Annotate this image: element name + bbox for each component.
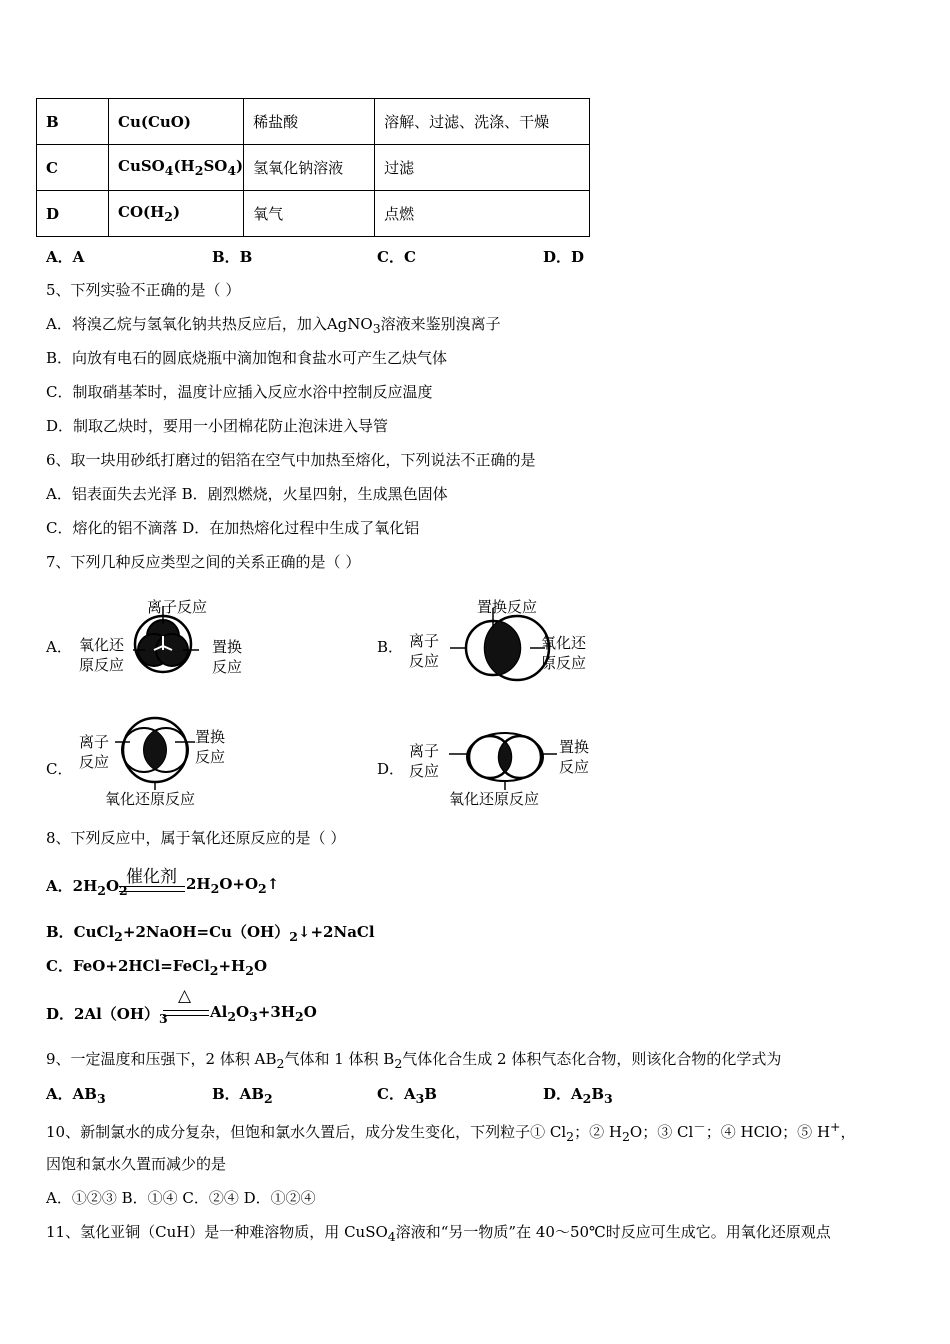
- reagent-table: [36, 98, 590, 237]
- q11-stem: 11、氢化亚铜（CuH）是一种难溶物质，用 CuSO$_4$溶液和“另一物质”在 40～50℃时反应可生成它。用氧化还原观点: [46, 1223, 831, 1244]
- q4-option-b: B．B: [212, 248, 253, 266]
- table-row: [37, 145, 590, 191]
- q4-option-a: A．A: [46, 248, 85, 266]
- q5-option-d: D．制取乙炔时，要用一小团棉花防止泡沫进入导管: [46, 417, 389, 435]
- table-row: [37, 99, 590, 145]
- q8-stem: 8、下列反应中，属于氧化还原反应的是（ ）: [46, 829, 346, 847]
- venn-diagram-c: [75, 712, 265, 812]
- venn-diagram-a: [75, 590, 265, 690]
- table-cell: 氧气: [244, 191, 375, 237]
- table-cell: 氢氧化钠溶液: [244, 145, 375, 191]
- table-cell: D: [37, 191, 109, 237]
- diagram-c-left-label-2: 反应: [79, 753, 110, 771]
- diagram-a-left-label: 氧化还: [79, 636, 125, 654]
- table-cell: 溶解、过滤、洗涤、干燥: [375, 99, 590, 145]
- q9-option-b: B．$AB_2$: [212, 1085, 273, 1106]
- equation-double-bar: [119, 886, 185, 892]
- diagram-b-left-label: 离子: [409, 632, 440, 650]
- q5-stem: 5、下列实验不正确的是（ ）: [46, 281, 241, 299]
- q10-options: A．①②③ B．①④ C．②④ D．①②④: [46, 1189, 316, 1207]
- q10-stem: 10、新制氯水的成分复杂，但饱和氯水久置后，成分发生变化，下列粒子① $Cl_2$；② $H_2O$；③ Cl－；④ HClO；⑤ H+，: [46, 1119, 856, 1144]
- table-cell: 点燃: [375, 191, 590, 237]
- table-cell: B: [37, 99, 109, 145]
- table-cell: 过滤: [375, 145, 590, 191]
- q7-option-b-label: B．: [377, 638, 404, 656]
- table-cell: $CuSO_4(H_2SO_4)$: [109, 145, 244, 191]
- table-cell: Cu(CuO): [109, 99, 244, 145]
- q8-option-d-right: $Al_2O_3+3H_2O$: [210, 1003, 317, 1024]
- q8-option-c: C．$FeO+2HCl=FeCl_2+H_2O$: [46, 957, 268, 978]
- q8-option-a-right: $2H_2O+O_2↑$: [186, 875, 280, 896]
- diagram-c-bottom-label: 氧化还原反应: [105, 790, 196, 808]
- table-cell: C: [37, 145, 109, 191]
- q4-option-c: C．C: [377, 248, 416, 266]
- diagram-b-right-label: 氧化还: [541, 634, 587, 652]
- diagram-a-right-label-2: 反应: [212, 658, 243, 676]
- q5-option-b: B．向放有电石的圆底烧瓶中滴加饱和食盐水可产生乙炔气体: [46, 349, 448, 367]
- diagram-d-left-label: 离子: [409, 742, 440, 760]
- diagram-b-top-label: 置换反应: [477, 598, 538, 616]
- diagram-c-right-label: 置换: [195, 728, 226, 746]
- diagram-d-left-label-2: 反应: [409, 762, 440, 780]
- catalyst-condition: 催化剂: [126, 867, 177, 887]
- diagram-d-bottom-label: 氧化还原反应: [449, 790, 540, 808]
- equation-double-bar: [163, 1010, 209, 1016]
- table-cell: 稀盐酸: [244, 99, 375, 145]
- q10-stem-line-2: 因饱和氯水久置而减少的是: [46, 1155, 227, 1173]
- q6-stem: 6、取一块用砂纸打磨过的铝箔在空气中加热至熔化，下列说法不正确的是: [46, 451, 536, 469]
- diagram-b-right-label-2: 原反应: [541, 654, 587, 672]
- q5-option-a: A．将溴乙烷与氢氧化钠共热反应后，加入AgNO$_3$溶液来鉴别溴离子: [46, 315, 501, 336]
- q6-options-ab: A．铝表面失去光泽 B．剧烈燃烧，火星四射，生成黑色固体: [46, 485, 448, 503]
- diagram-c-right-label-2: 反应: [195, 748, 226, 766]
- q5-option-c: C．制取硝基苯时，温度计应插入反应水浴中控制反应温度: [46, 383, 433, 401]
- q9-stem: 9、一定温度和压强下，2 体积 $AB_2$气体和 1 体积 $B_2$气体化合生成 2 体积气态化合物，则该化合物的化学式为: [46, 1050, 782, 1071]
- table-cell: $CO(H_2)$: [109, 191, 244, 237]
- diagram-a-top-label: 离子反应: [147, 598, 208, 616]
- q9-option-a: A．$AB_3$: [46, 1085, 106, 1106]
- q8-option-b: B．$CuCl_2+2NaOH=Cu(OH)_2↓+2NaCl$: [46, 923, 375, 944]
- venn-diagram-d: [405, 712, 605, 812]
- q4-option-d: D．D: [543, 248, 585, 266]
- diagram-d-right-label: 置换: [559, 738, 590, 756]
- q9-option-c: C．$A_3B$: [377, 1085, 437, 1106]
- q8-option-d-left: D．$2Al(OH)_3$: [46, 1005, 168, 1026]
- q6-options-cd: C．熔化的铝不滴落 D．在加热熔化过程中生成了氧化铝: [46, 519, 420, 537]
- q8-option-a-left: A．$2H_2O_2$: [46, 877, 128, 898]
- diagram-a-right-label: 置换: [212, 638, 243, 656]
- q7-option-a-label: A．: [46, 638, 72, 656]
- heat-condition: △: [178, 986, 192, 1006]
- diagram-a-left-label-2: 原反应: [79, 656, 125, 674]
- diagram-c-left-label: 离子: [79, 733, 110, 751]
- q7-option-d-label: D．: [377, 760, 405, 778]
- diagram-d-right-label-2: 反应: [559, 758, 590, 776]
- q7-option-c-label: C．: [46, 760, 73, 778]
- diagram-b-left-label-2: 反应: [409, 652, 440, 670]
- table-row: [37, 191, 590, 237]
- q7-stem: 7、下列几种反应类型之间的关系正确的是（ ）: [46, 553, 361, 571]
- venn-diagram-b: [405, 590, 605, 690]
- q9-option-d: D．$A_2B_3$: [543, 1085, 613, 1106]
